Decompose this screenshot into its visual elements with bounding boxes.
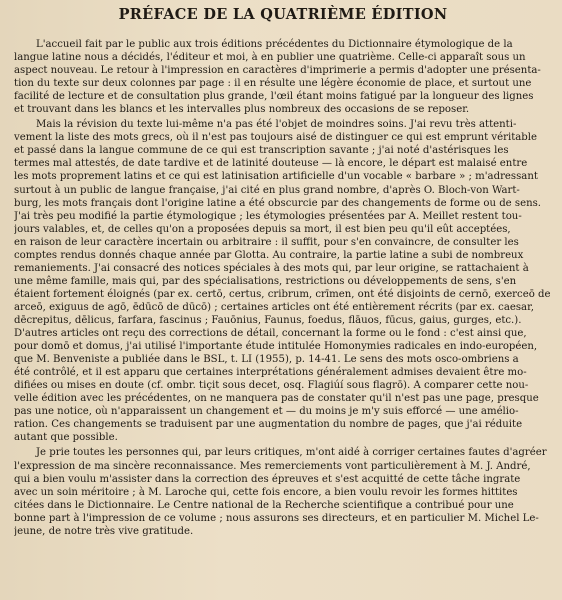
line: que M. Benveniste a publiée dans le BSL, t. LI (1955), p. 14-41. Le sens des mots osco-ombriens a (14, 354, 519, 366)
line: surtout à un public de langue française, j'ai cité en plus grand nombre, d'après O. Bloch-von Wart- (14, 184, 520, 196)
line: avec un soin méritoire ; à M. Laroche qui, cette fois encore, a bien voulu revoir les formes hittites (14, 486, 518, 498)
line: une même famille, mais qui, par des spécialisations, restrictions ou développements de sens, s'en (14, 275, 517, 287)
line: dēcrepitus, dēlicus, farfara, fascinus ; Fauōnius, Faunus, foedus, flāuos, fūcus, gaius, gurges, etc.). (14, 314, 522, 326)
line: arceō, exiguus de agō, ēdūcō de dūcō) ; certaines articles ont été entièrement récrits (par ex. caesar, (14, 301, 535, 313)
preface-body (14, 38, 552, 538)
line: J'ai très peu modifié la partie étymologique ; les étymologies présentées par A. Meillet restent tou- (14, 210, 522, 222)
line: langue latine nous a décidés, l'éditeur et moi, à en publier une quatrième. Celle-ci apparaît sous un (14, 52, 526, 64)
line: l'expression de ma sincère reconnaissance. Mes remerciements vont particulièrement à M. J. André, (14, 460, 531, 472)
paragraph-3 (14, 446, 552, 537)
page-title: PRÉFACE DE LA QUATRIÈME ÉDITION (118, 6, 448, 23)
line: et trouvant dans les blancs et les intervalles plus nombreux des occasions de se reposer. (14, 104, 470, 116)
line: étaient fortement éloignés (par ex. certō, certus, cribrum, crīmen, ont été disjoints de cernō, exerceō de (14, 288, 551, 300)
line: velle édition avec les précédentes, on ne manquera pas de constater qu'il n'est pas une page, presque (14, 393, 539, 405)
line: facilité de lecture et de consultation plus grande, l'œil étant moins fatigué par la longueur des lignes (14, 91, 534, 103)
line: tion du texte sur deux colonnes par page : il en résulte une légère économie de place, et surtout une (14, 78, 532, 90)
line: remaniements. J'ai consacré des notices spéciales à des mots qui, par leur origine, se rattachaient à (14, 262, 529, 274)
line: bonne part à l'impression de ce volume ; nous assurons ses directeurs, et en particulier M. Michel Le- (14, 512, 539, 524)
line: ration. Ces changements se traduisent par une augmentation du nombre de pages, que j'ai réduite (14, 419, 523, 431)
paragraph-2 (14, 118, 552, 444)
line: Mais la révision du texte lui-même n'a pas été l'objet de moindres soins. J'ai revu très attenti- (36, 119, 517, 131)
line: citées dans le Dictionnaire. Le Centre national de la Recherche scientifique a contribué pour une (14, 499, 514, 511)
line: L'accueil fait par le public aux trois éditions précédentes du Dictionnaire étymologique de la (36, 39, 513, 50)
line: jeune, de notre très vive gratitude. (14, 525, 194, 537)
line: et passé dans la langue commune de ce qui est transcription savante ; j'ai noté d'astérisques les (14, 145, 509, 157)
line: aspect nouveau. Le retour à l'impression en caractères d'imprimerie a permis d'adopter une présenta- (14, 65, 541, 77)
line: qui a bien voulu m'assister dans la correction des épreuves et s'est acquitté de cette tâche ingrate (14, 473, 521, 485)
line: comptes rendus donnés chaque année par Glotta. Au contraire, la partie latine a subi de nombreux (14, 249, 524, 261)
line: pour domō et domus, j'ai utilisé l'importante étude intitulée Homonymies radicales en indo-européen, (14, 341, 538, 353)
line: vement la liste des mots grecs, où il n'est pas toujours aisé de distinguer ce qui est emprunt véritable (14, 132, 538, 144)
paragraph-1 (14, 38, 552, 116)
line: pas une notice, où n'apparaissent un changement et — du moins je m'y suis efforcé — une amélio- (14, 406, 519, 418)
line: termes mal attestés, de date tardive et de latinité douteuse — là encore, le départ est malaisé entre (14, 158, 528, 170)
line: Je prie toutes les personnes qui, par leurs critiques, m'ont aidé à corriger certaines fautes d'agréer (36, 447, 547, 459)
line: difiées ou mises en doute (cf. ombr. tiçit sous decet, osq. Flagiúí sous flagrō). A comparer cette nou- (14, 380, 529, 392)
line: burg, les mots français dont l'origine latine a été obscurcie par des changements de forme ou de sens. (14, 197, 542, 209)
line: jours valables, et, de celles qu'on a proposées depuis sa mort, il est bien peu qu'il eût acceptées, (14, 223, 511, 235)
line: en raison de leur caractère incertain ou arbitraire : il suffit, pour s'en convaincre, de consulter les (14, 236, 519, 248)
line: autant que possible. (14, 432, 118, 444)
line: été contrôlé, et il est apparu que certaines interprétations généralement admises devaient être mo- (14, 367, 527, 379)
line: D'autres articles ont reçu des corrections de détail, concernant la forme ou le fond : c'est ainsi que, (14, 328, 527, 340)
line: les mots proprement latins et ce qui est latinisation artificielle d'un vocable « barbare » ; m'adressant (14, 171, 538, 183)
